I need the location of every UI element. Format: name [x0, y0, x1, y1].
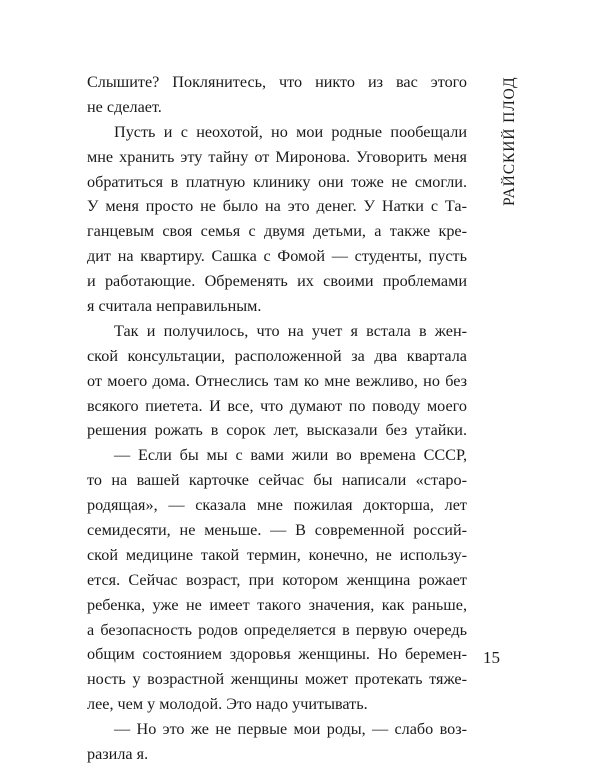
- text-line: Так и получилось, что на учет я встала в жен-: [114, 321, 467, 340]
- text-line: разила я.: [87, 745, 149, 764]
- text-line: я считала неправильным.: [87, 297, 262, 316]
- text-line: решения рожать в сорок лет, высказали без утайки.: [87, 421, 467, 440]
- running-head: РАЙСКИЙ ПЛОД: [501, 76, 518, 206]
- text-line: — Если бы мы с вами жили во времена СССР,: [114, 446, 467, 465]
- text-line: ность у возрастной женщины может протекать тяже-: [87, 670, 467, 689]
- text-line: и работающие. Обременять их своими проблемами: [87, 272, 467, 291]
- text-line: всякого пиетета. И все, что думают по поводу моего: [87, 396, 467, 415]
- text-line: — Но это же не первые мои роды, — слабо воз-: [114, 720, 467, 739]
- text-line: ской медицине такой термин, конечно, не использу-: [87, 545, 467, 564]
- text-line: ребенка, уже не имеет такого значения, как раньше,: [87, 595, 467, 614]
- text-line: Пусть и с неохотой, но мои родные пообещали: [114, 122, 467, 141]
- text-line: не сделает.: [87, 97, 162, 116]
- text-line: У меня просто не было на это денег. У Натки с Та-: [87, 197, 467, 216]
- body-text: [87, 70, 467, 767]
- text-line: ганцевым своя семья с двумя детьми, а также кре-: [87, 222, 467, 241]
- text-line: родящая», — сказала мне пожилая докторша, лет: [87, 496, 467, 515]
- text-line: от моего дома. Отнеслись там ко мне вежливо, но без: [87, 371, 467, 390]
- text-line: Слышите? Поклянитесь, что никто из вас этого: [87, 73, 467, 91]
- text-line: ской консультации, расположенной за два квартала: [87, 346, 467, 365]
- page-number: 15: [483, 648, 500, 667]
- text-line: то на вашей карточке сейчас бы написали «старо-: [87, 471, 467, 490]
- text-line: ется. Сейчас возраст, при котором женщина рожает: [87, 570, 467, 589]
- text-line: а безопасность родов определяется в первую очередь: [87, 620, 467, 639]
- text-line: семидесяти, не меньше. — В современной россий-: [87, 521, 467, 540]
- text-line: мне хранить эту тайну от Миронова. Уговорить меня: [87, 147, 467, 166]
- text-line: лее, чем у молодой. Это надо учитывать.: [87, 695, 368, 714]
- text-line: обратиться в платную клинику они тоже не смогли.: [87, 172, 467, 191]
- text-line: общим состоянием здоровья женщины. Но беремен-: [87, 645, 467, 664]
- text-line: дит на квартиру. Сашка с Фомой — студенты, пусть: [87, 247, 467, 266]
